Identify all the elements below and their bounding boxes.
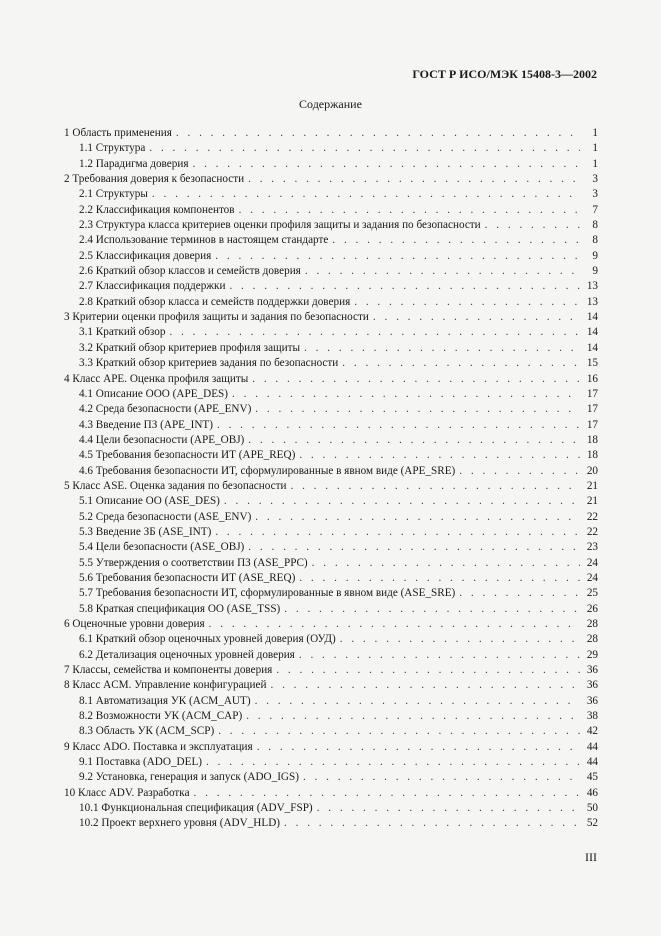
- toc-entry-label: 2.6 Краткий обзор классов и семейств доверия: [79, 265, 301, 278]
- dot-leader: [209, 617, 580, 632]
- toc-entry-label: 3.3 Краткий обзор критериев задания по безопасности: [79, 357, 339, 370]
- dot-leader: [257, 740, 580, 755]
- toc-entry[interactable]: [64, 740, 598, 755]
- toc-entry-label: 9.2 Установка, генерация и запуск (ADO_IGS): [79, 771, 299, 784]
- toc-entry-page: 15: [586, 357, 598, 370]
- toc-entry-page: 45: [586, 771, 598, 784]
- toc-entry[interactable]: [64, 571, 598, 586]
- toc-entry[interactable]: [64, 648, 598, 663]
- toc-entry-page: 22: [586, 525, 598, 538]
- dot-leader: [239, 203, 580, 218]
- dot-leader: [232, 387, 580, 402]
- toc-entry-page: 46: [586, 786, 598, 799]
- toc-entry-label: 8.1 Автоматизация УК (ACM_AUT): [79, 694, 251, 707]
- table-of-contents: [64, 126, 598, 832]
- toc-entry[interactable]: [64, 770, 598, 785]
- dot-leader: [305, 264, 580, 279]
- toc-entry-label: 2.8 Краткий обзор класса и семейств поддержки доверия: [79, 295, 351, 308]
- toc-entry-page: 36: [586, 694, 598, 707]
- toc-entry[interactable]: [64, 249, 598, 264]
- toc-entry[interactable]: [64, 709, 598, 724]
- toc-entry[interactable]: [64, 786, 598, 801]
- dot-leader: [255, 402, 580, 417]
- dot-leader: [299, 571, 580, 586]
- toc-entry-label: 4.3 Введение ПЗ (APE_INT): [79, 418, 213, 431]
- dot-leader: [284, 602, 580, 617]
- dot-leader: [215, 249, 580, 264]
- toc-entry-label: 2.7 Классификация поддержки: [79, 280, 226, 293]
- dot-leader: [485, 218, 580, 233]
- toc-entry[interactable]: [64, 556, 598, 571]
- dot-leader: [248, 540, 580, 555]
- toc-entry-page: 9: [592, 265, 598, 278]
- toc-entry-page: 44: [586, 756, 598, 769]
- toc-entry-label: 4.5 Требования безопасности ИТ (APE_REQ): [79, 449, 296, 462]
- toc-entry-label: 5.8 Краткая спецификация ОО (ASE_TSS): [79, 602, 281, 615]
- dot-leader: [303, 770, 580, 785]
- toc-entry-page: 9: [592, 249, 598, 262]
- toc-entry[interactable]: [64, 126, 598, 141]
- toc-entry-label: 10.2 Проект верхнего уровня (ADV_HLD): [79, 817, 281, 830]
- dot-leader: [248, 172, 580, 187]
- dot-leader: [224, 494, 580, 509]
- dot-leader: [246, 709, 580, 724]
- dot-leader: [284, 816, 580, 831]
- toc-entry[interactable]: [64, 694, 598, 709]
- toc-entry-label: 2.3 Структура класса критериев оценки профиля защиты и задания по безопасности: [79, 219, 481, 232]
- toc-entry-label: 10 Класс ADV. Разработка: [64, 786, 190, 799]
- toc-entry-label: 5 Класс ASE. Оценка задания по безопасности: [64, 479, 287, 492]
- toc-entry[interactable]: [64, 325, 598, 340]
- toc-entry-label: 6 Оценочные уровни доверия: [64, 618, 205, 630]
- dot-leader: [317, 801, 580, 816]
- dot-leader: [342, 356, 580, 371]
- toc-entry-page: 18: [586, 433, 598, 446]
- toc-entry[interactable]: [64, 418, 598, 433]
- toc-entry-page: 8: [592, 234, 598, 247]
- toc-entry[interactable]: [64, 479, 598, 494]
- toc-entry-label: 4.4 Цели безопасности (APE_OBJ): [79, 433, 245, 446]
- toc-entry-page: 21: [586, 479, 598, 492]
- dot-leader: [373, 310, 580, 325]
- dot-leader: [340, 632, 580, 647]
- toc-entry-label: 9.1 Поставка (ADO_DEL): [79, 756, 203, 769]
- toc-entry-label: 4.2 Среда безопасности (APE_ENV): [79, 403, 252, 416]
- toc-entry[interactable]: [64, 295, 598, 310]
- toc-entry-page: 14: [586, 326, 598, 339]
- toc-entry-label: 4 Класс APE. Оценка профиля защиты: [64, 372, 249, 385]
- dot-leader: [215, 525, 580, 540]
- dot-leader: [149, 141, 580, 156]
- toc-entry-label: 5.5 Утверждения о соответствии ПЗ (ASE_PPC): [79, 556, 308, 569]
- toc-entry-page: 1: [592, 142, 598, 155]
- toc-entry-label: 3.1 Краткий обзор: [79, 326, 166, 339]
- toc-entry[interactable]: [64, 187, 598, 202]
- toc-entry-page: 17: [586, 418, 598, 431]
- toc-entry-label: 4.6 Требования безопасности ИТ, сформулированные в явном виде (APE_SRE): [79, 464, 456, 477]
- dot-leader: [459, 586, 580, 601]
- toc-entry-label: 1.1 Структура: [79, 142, 146, 155]
- toc-entry[interactable]: [64, 387, 598, 402]
- dot-leader: [304, 341, 580, 356]
- toc-entry-label: 8.3 Область УК (ACM_SCP): [79, 725, 215, 738]
- toc-entry-page: 14: [586, 311, 598, 324]
- toc-entry-page: 25: [586, 587, 598, 600]
- toc-entry-page: 26: [586, 602, 598, 615]
- toc-entry-page: 24: [586, 571, 598, 584]
- toc-entry[interactable]: [64, 724, 598, 739]
- toc-entry-page: 28: [586, 618, 598, 630]
- toc-entry-label: 5.3 Введение ЗБ (ASE_INT): [79, 525, 212, 538]
- toc-entry-page: 23: [586, 541, 598, 554]
- toc-entry[interactable]: [64, 525, 598, 540]
- toc-entry[interactable]: [64, 448, 598, 463]
- toc-entry[interactable]: [64, 755, 598, 770]
- dot-leader: [169, 325, 580, 340]
- dot-leader: [248, 433, 580, 448]
- toc-entry-label: 2.4 Использование терминов в настоящем стандарте: [79, 234, 329, 247]
- page-number: III: [585, 850, 597, 864]
- toc-entry-page: 13: [586, 295, 598, 308]
- toc-entry[interactable]: [64, 233, 598, 248]
- toc-entry[interactable]: [64, 402, 598, 417]
- dot-leader: [332, 233, 580, 248]
- toc-entry-page: 3: [592, 173, 598, 186]
- toc-entry[interactable]: [64, 433, 598, 448]
- toc-entry-page: 20: [586, 464, 598, 477]
- toc-entry-label: 5.7 Требования безопасности ИТ, сформулированные в явном виде (ASE_SRE): [79, 587, 456, 600]
- toc-entry[interactable]: [64, 678, 598, 693]
- toc-entry[interactable]: [64, 602, 598, 617]
- toc-entry-page: 36: [586, 679, 598, 692]
- toc-entry[interactable]: [64, 172, 598, 187]
- toc-entry-label: 1.2 Парадигма доверия: [79, 157, 189, 170]
- toc-entry-page: 44: [586, 740, 598, 753]
- dot-leader: [276, 663, 580, 678]
- toc-entry[interactable]: [64, 157, 598, 172]
- toc-entry[interactable]: [64, 264, 598, 279]
- dot-leader: [206, 755, 580, 770]
- toc-entry-label: 4.1 Описание ООО (APE_DES): [79, 387, 228, 400]
- toc-entry[interactable]: [64, 816, 598, 831]
- dot-leader: [354, 295, 580, 310]
- page-title: Содержание: [299, 97, 362, 111]
- dot-leader: [194, 786, 580, 801]
- toc-entry[interactable]: [64, 279, 598, 294]
- toc-entry-page: 22: [586, 510, 598, 523]
- toc-entry[interactable]: [64, 801, 598, 816]
- toc-entry-page: 16: [586, 372, 598, 385]
- dot-leader: [192, 157, 580, 172]
- toc-entry[interactable]: [64, 218, 598, 233]
- dot-leader: [299, 448, 580, 463]
- toc-entry-page: 17: [586, 387, 598, 400]
- toc-entry-page: 36: [586, 664, 598, 677]
- dot-leader: [290, 479, 580, 494]
- toc-entry-label: 5.6 Требования безопасности ИТ (ASE_REQ): [79, 571, 296, 584]
- toc-entry-page: 38: [586, 710, 598, 723]
- toc-entry-label: 3 Критерии оценки профиля защиты и задания по безопасности: [64, 311, 369, 324]
- dot-leader: [217, 418, 580, 433]
- toc-entry[interactable]: [64, 141, 598, 156]
- dot-leader: [255, 510, 580, 525]
- toc-entry-label: 5.4 Цели безопасности (ASE_OBJ): [79, 541, 245, 554]
- toc-entry[interactable]: [64, 632, 598, 647]
- toc-entry-page: 42: [586, 725, 598, 738]
- toc-entry[interactable]: [64, 586, 598, 601]
- toc-entry[interactable]: [64, 617, 598, 632]
- toc-entry-page: 28: [586, 633, 598, 646]
- toc-entry-label: 3.2 Краткий обзор критериев профиля защиты: [79, 341, 301, 354]
- toc-entry-label: 10.1 Функциональная спецификация (ADV_FSP): [79, 802, 313, 815]
- toc-entry[interactable]: [64, 310, 598, 325]
- toc-entry-page: 17: [586, 403, 598, 416]
- toc-entry-label: 7 Классы, семейства и компоненты доверия: [64, 664, 273, 677]
- toc-entry[interactable]: [64, 494, 598, 509]
- toc-entry-page: 1: [592, 127, 598, 139]
- toc-entry-page: 8: [592, 219, 598, 232]
- toc-entry-label: 6.2 Детализация оценочных уровней доверия: [79, 648, 295, 661]
- toc-entry-label: 2.2 Классификация компонентов: [79, 203, 235, 216]
- toc-entry-page: 7: [592, 203, 598, 216]
- toc-entry[interactable]: [64, 203, 598, 218]
- toc-entry-page: 18: [586, 449, 598, 462]
- toc-entry-label: 6.1 Краткий обзор оценочных уровней доверия (ОУД): [79, 633, 336, 646]
- toc-entry-label: 5.1 Описание ОО (ASE_DES): [79, 495, 220, 508]
- dot-leader: [252, 372, 580, 387]
- dot-leader: [255, 694, 580, 709]
- toc-entry[interactable]: [64, 372, 598, 387]
- dot-leader: [229, 279, 580, 294]
- toc-entry[interactable]: [64, 341, 598, 356]
- toc-entry-page: 24: [586, 556, 598, 569]
- dot-leader: [299, 648, 580, 663]
- dot-leader: [270, 678, 580, 693]
- toc-entry-label: 2.5 Классификация доверия: [79, 249, 212, 262]
- toc-entry-page: 3: [592, 188, 598, 201]
- toc-entry-label: 1 Область применения: [64, 127, 172, 139]
- toc-entry[interactable]: [64, 464, 598, 479]
- toc-entry[interactable]: [64, 510, 598, 525]
- toc-entry[interactable]: [64, 663, 598, 678]
- dot-leader: [218, 724, 580, 739]
- dot-leader: [459, 464, 580, 479]
- toc-entry-label: 9 Класс ADO. Поставка и эксплуатация: [64, 740, 253, 753]
- dot-leader: [312, 556, 580, 571]
- dot-leader: [152, 187, 580, 202]
- toc-entry-label: 8.2 Возможности УК (ACM_CAP): [79, 710, 243, 723]
- document-code: ГОСТ Р ИСО/МЭК 15408-3—2002: [412, 67, 597, 81]
- toc-entry-label: 2.1 Структуры: [79, 188, 148, 201]
- toc-entry-page: 1: [592, 157, 598, 170]
- toc-entry[interactable]: [64, 540, 598, 555]
- toc-entry-label: 2 Требования доверия к безопасности: [64, 173, 245, 186]
- dot-leader: [176, 126, 580, 141]
- toc-entry-page: 13: [586, 280, 598, 293]
- toc-entry[interactable]: [64, 356, 598, 371]
- toc-entry-label: 8 Класс ACM. Управление конфигурацией: [64, 679, 267, 692]
- toc-entry-page: 14: [586, 341, 598, 354]
- toc-entry-page: 52: [586, 817, 598, 830]
- toc-entry-page: 21: [586, 495, 598, 508]
- toc-entry-page: 50: [586, 802, 598, 815]
- toc-entry-label: 5.2 Среда безопасности (ASE_ENV): [79, 510, 252, 523]
- toc-entry-page: 29: [586, 648, 598, 661]
